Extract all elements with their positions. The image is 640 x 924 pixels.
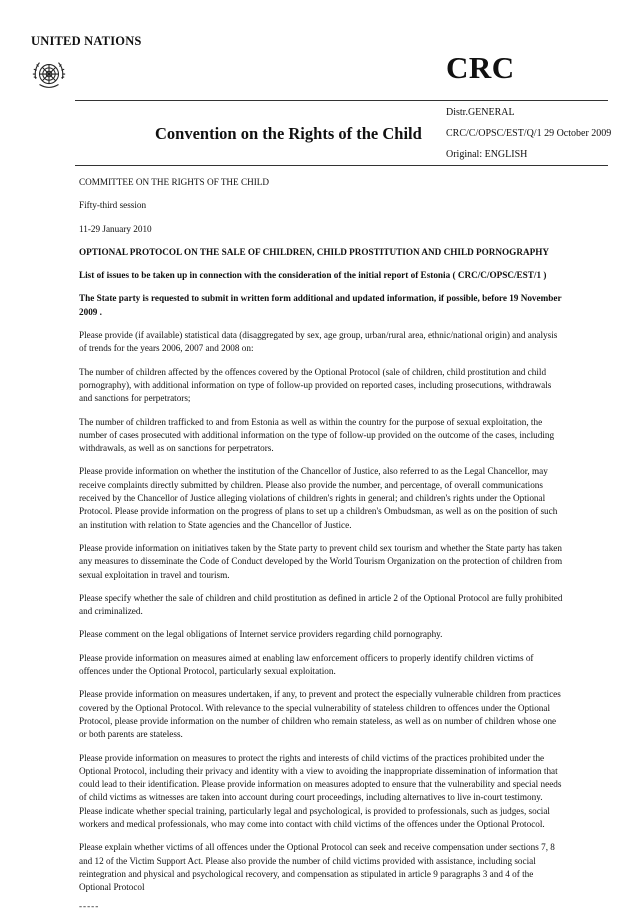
body-paragraph: Please provide information on whether the institution of the Chancellor of Justice, also referred to as the Legal Chancellor, may receive complaints directly submitted by children. Please also provide the number, and percentage, of overall communications received by the Chancellor of Justice alleging violations of children's rights in general; and children's rights under the Optional Protocol. Please provide information on the progress of plans to set up a children's Ombudsman, as well as on the position of such an institution with relation to State agencies and the Chancellor of Justice. [79, 466, 558, 530]
organization-name: UNITED NATIONS [31, 34, 142, 48]
body-paragraph: Please provide (if available) statistical data (disaggregated by sex, age group, urban/rural area, ethnic/national origin) and analysis of trends for the years 2006, 2007 and 2008 on: [79, 330, 558, 354]
end-mark: ----- [79, 901, 100, 912]
body-paragraph: Please provide information on measures aimed at enabling law enforcement officers to properly identify children victims of offences under the Optional Protocol, particularly sexual exploitation. [79, 652, 534, 677]
distribution-label: Distr.GENERAL [446, 107, 515, 118]
committee-name: COMMITTEE ON THE RIGHTS OF THE CHILD [79, 177, 270, 187]
body-paragraph: Please provide information on measures undertaken, if any, to prevent and protect the especially vulnerable children from practices covered by the Optional Protocol. With relevance to the special vulnerability of stateless children to offences under the Optional Protocol, please provide information on the number of children who remain stateless, as well as on number of children whose one or both parents are stateless. [79, 689, 561, 740]
body-paragraph: Please provide information on initiatives taken by the State party to prevent child sex tourism and whether the State party has taken any measures to disseminate the Code of Conduct developed by the World Tourism Organization on the protection of children from sexual exploitation in travel and tourism. [79, 542, 563, 580]
crc-acronym: CRC [446, 50, 515, 85]
body-paragraph: Please explain whether victims of all offences under the Optional Protocol can seek and receive compensation under sections 7, 8 and 12 of the Victim Support Act. Please also provide the number of child victims provided with assistance, including social reintegration and physical and psychological recovery, and compensation as stipulated in article 9 paragraphs 3 and 4 of the Optional Protocol [79, 842, 555, 893]
original-language: Original: ENGLISH [446, 149, 528, 160]
session-dates: 11-29 January 2010 [79, 223, 152, 234]
header-rule-top [75, 100, 608, 101]
body-paragraph: Please provide information on measures to protect the rights and interests of child victims of the practices prohibited under the Optional Protocol, including their privacy and identity with a view to avoiding the inappropriate dissemination of information that could lead to their identification. Please provide information on measures adopted to ensure that the vulnerability and special needs of child victims as witnesses are taken into account during court proceedings, including alternatives to live in-court testimony. Please indicate whether special training, particularly legal and psychological, is provided to professionals, such as judges, social workers and medical professionals, who may come into contact with child victims of the offences under the Optional Protocol. [79, 752, 562, 829]
document-body [79, 176, 564, 924]
header-rule-bottom [75, 165, 608, 166]
protocol-title: OPTIONAL PROTOCOL ON THE SALE OF CHILDREN, CHILD PROSTITUTION AND CHILD PORNOGRAPHY [79, 246, 549, 257]
body-paragraph: The number of children affected by the offences covered by the Optional Protocol (sale of children, child prostitution and child pornography), with additional information on type of follow-up provided on reported cases, including prosecutions, withdrawals and sanctions for perpetrators; [79, 366, 552, 404]
submission-request: The State party is requested to submit in written form additional and updated information, if possible, before 19 November 2009 . [79, 293, 562, 317]
body-paragraph: The number of children trafficked to and from Estonia as well as within the country for the purpose of sexual exploitation, the number of cases prosecuted with additional information on the type of follow-up provided on the outcome of the cases, including withdrawals, as well as on sanctions for perpetrators. [79, 416, 555, 454]
document-symbol-date: CRC/C/OPSC/EST/Q/1 29 October 2009 [446, 128, 612, 139]
list-of-issues-title: List of issues to be taken up in connection with the consideration of the initial report of Estonia ( CRC/C/OPSC/EST/1 ) [79, 270, 547, 281]
session-label: Fifty-third session [79, 200, 147, 211]
body-paragraph: Please comment on the legal obligations of Internet service providers regarding child pornography. [79, 629, 443, 640]
body-paragraph: Please specify whether the sale of children and child prostitution as defined in article 2 of the Optional Protocol are fully prohibited and criminalized. [79, 592, 563, 617]
convention-title: Convention on the Rights of the Child [155, 124, 422, 143]
un-emblem-icon [30, 56, 68, 94]
